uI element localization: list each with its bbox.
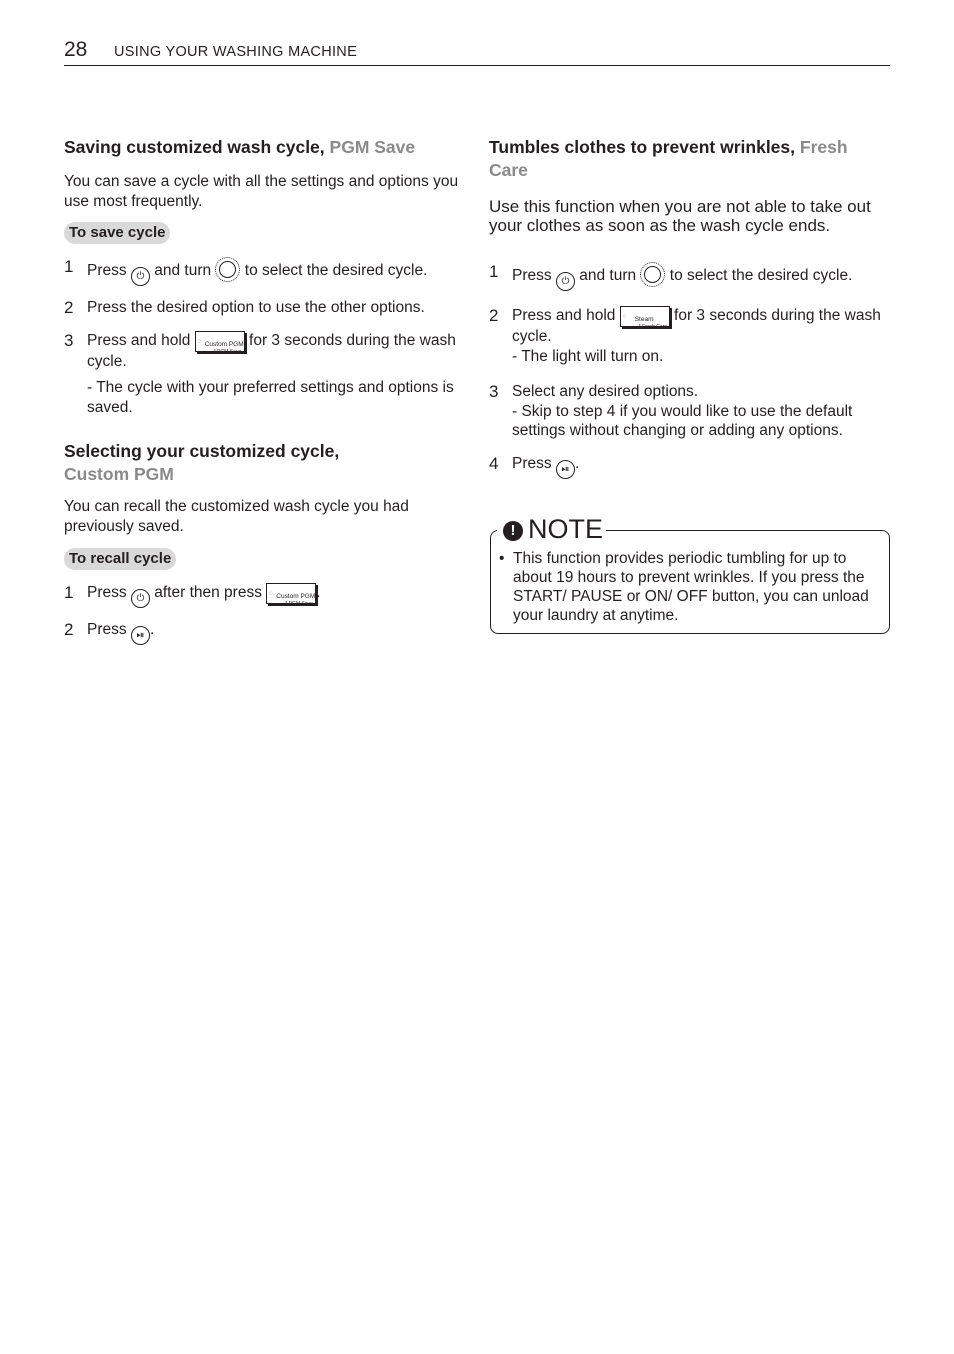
power-icon: ⏻ bbox=[131, 267, 150, 286]
custom-pgm-button-icon: ◌ Custom PGM * PGM Save bbox=[195, 331, 245, 352]
play-pause-icon: ⏯ bbox=[556, 460, 575, 479]
section-title-pgm-save: Saving customized wash cycle, PGM Save bbox=[64, 137, 416, 157]
note-title: ! NOTE bbox=[497, 516, 606, 543]
to-recall-cycle-pill: To recall cycle bbox=[64, 548, 176, 570]
to-save-cycle-pill: To save cycle bbox=[64, 222, 170, 244]
warning-icon: ! bbox=[503, 521, 523, 541]
note-bullet: • This function provides periodic tumbling for up to about 19 hours to prevent wrinkles. If you press the START/ PAUSE or ON/ OFF button, you can unload your laundry at anytime. bbox=[499, 550, 869, 624]
pgm-save-intro: You can save a cycle with all the settings and options you use most frequently. bbox=[64, 173, 459, 210]
play-pause-icon: ⏯ bbox=[131, 626, 150, 645]
page-number: 28 bbox=[64, 38, 88, 61]
note-box bbox=[490, 530, 890, 634]
save-step-2: 2 Press the desired option to use the other options. bbox=[64, 298, 425, 317]
fresh-step-1: 1 Press ⏻ and turn to select the desired cycle. bbox=[489, 262, 890, 291]
section-title-fresh-care: Tumbles clothes to prevent wrinkles, Fresh Care bbox=[489, 137, 848, 180]
running-title: USING YOUR WASHING MACHINE bbox=[114, 44, 358, 60]
save-step-3: 3 Press and hold ◌ Custom PGM * PGM Save for 3 seconds during the wash cycle. - The cycle with your preferred settings and options is saved. bbox=[64, 330, 456, 416]
fresh-step-4: 4 Press ⏯ . bbox=[489, 454, 890, 479]
custom-pgm-intro: You can recall the customized wash cycle you had previously saved. bbox=[64, 498, 409, 535]
save-step-1: 1 Press ⏻ and turn to select the desired cycle. bbox=[64, 257, 469, 286]
cycle-dial-icon bbox=[640, 262, 665, 287]
right-column bbox=[489, 136, 890, 479]
recall-step-2: 2 Press ⏯ . bbox=[64, 620, 469, 645]
cycle-dial-icon bbox=[215, 257, 240, 282]
fresh-step-3: 3 Select any desired options. - Skip to step 4 if you would like to use the default settings without changing or adding any options. bbox=[489, 382, 853, 439]
power-icon: ⏻ bbox=[131, 589, 150, 608]
left-column bbox=[64, 136, 469, 645]
section-title-custom-pgm: Selecting your customized cycle, Custom PGM bbox=[64, 441, 340, 484]
power-icon: ⏻ bbox=[556, 272, 575, 291]
recall-step-1: 1 Press ⏻ after then press ◌ Custom PGM * PGM Save . bbox=[64, 583, 321, 607]
fresh-step-2: 2 Press and hold ◌ Steam * Fresh Care for 3 seconds during the wash cycle. - The light will turn on. bbox=[489, 306, 881, 365]
fresh-care-intro: Use this function when you are not able to take out your clothes as soon as the wash cycle ends. bbox=[489, 197, 871, 235]
page-header bbox=[64, 38, 890, 66]
custom-pgm-button-icon: ◌ Custom PGM * PGM Save bbox=[266, 583, 316, 604]
steam-button-icon: ◌ Steam * Fresh Care bbox=[620, 306, 670, 327]
